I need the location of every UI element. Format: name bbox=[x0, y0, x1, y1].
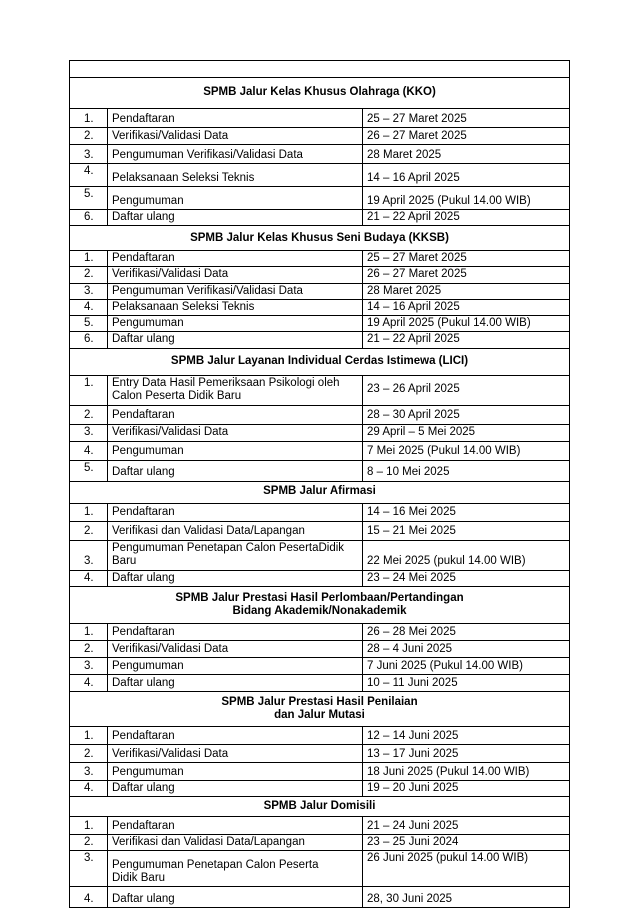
table-row bbox=[70, 674, 570, 691]
activity-text: Daftar ulang bbox=[112, 676, 175, 689]
activity-cell bbox=[108, 887, 363, 908]
section-title-line: SPMB Jalur Kelas Khusus Seni Budaya (KKSB) bbox=[190, 231, 449, 244]
activity-text: Pengumuman bbox=[112, 194, 184, 207]
table-row bbox=[70, 405, 570, 424]
table-row bbox=[70, 375, 570, 405]
activity-cell bbox=[108, 299, 363, 315]
table-row bbox=[70, 540, 570, 570]
section-title-line: SPMB Jalur Layanan Individual Cerdas Istimewa (LICI) bbox=[170, 354, 469, 367]
activity-cell bbox=[108, 623, 363, 640]
table-row bbox=[70, 441, 570, 460]
row-number: 2. bbox=[70, 834, 108, 850]
date-cell: 21 – 24 Juni 2025 bbox=[363, 816, 570, 834]
section-title-line: SPMB Jalur Kelas Khusus Olahraga (KKO) bbox=[203, 86, 436, 99]
activity-cell bbox=[108, 128, 363, 145]
row-number: 1. bbox=[70, 109, 108, 128]
table-row bbox=[70, 780, 570, 796]
activity-cell bbox=[108, 674, 363, 691]
activity-text: Pengumuman Penetapan Calon Peserta bbox=[112, 858, 319, 871]
date-cell: 28, 30 Juni 2025 bbox=[363, 887, 570, 908]
row-number: 4. bbox=[70, 674, 108, 691]
activity-text: Pengumuman bbox=[112, 445, 184, 458]
activity-cell bbox=[108, 109, 363, 128]
table-row bbox=[70, 460, 570, 481]
row-number: 3. bbox=[70, 424, 108, 441]
date-cell: 12 – 14 Juni 2025 bbox=[363, 726, 570, 744]
table-row bbox=[70, 570, 570, 586]
section-title bbox=[70, 586, 570, 623]
activity-cell bbox=[108, 762, 363, 780]
table-top-spacer bbox=[70, 61, 570, 78]
activity-text: Pelaksanaan Seleksi Teknis bbox=[112, 171, 255, 184]
activity-text: Verifikasi/Validasi Data bbox=[112, 268, 229, 281]
table-row bbox=[70, 187, 570, 210]
date-cell: 26 – 27 Maret 2025 bbox=[363, 128, 570, 145]
activity-text: Pengumuman Verifikasi/Validasi Data bbox=[112, 284, 303, 297]
row-number: 1. bbox=[70, 503, 108, 521]
activity-text: Daftar ulang bbox=[112, 571, 175, 584]
activity-text: Pendaftaran bbox=[112, 409, 175, 422]
row-number: 5. bbox=[70, 460, 108, 481]
activity-text: Pengumuman Penetapan Calon PesertaDidik bbox=[112, 542, 345, 555]
activity-text: Pelaksanaan Seleksi Teknis bbox=[112, 300, 255, 313]
date-cell: 21 – 22 April 2025 bbox=[363, 332, 570, 348]
table-row bbox=[70, 834, 570, 850]
activity-cell bbox=[108, 640, 363, 657]
section-title-line: SPMB Jalur Domisili bbox=[263, 799, 376, 812]
section-header-row bbox=[70, 796, 570, 816]
row-number: 6. bbox=[70, 332, 108, 348]
activity-cell bbox=[108, 570, 363, 586]
date-cell: 8 – 10 Mei 2025 bbox=[363, 460, 570, 481]
activity-text: Daftar ulang bbox=[112, 333, 175, 346]
activity-cell bbox=[108, 145, 363, 164]
section-title bbox=[70, 348, 570, 375]
activity-text: Pengumuman bbox=[112, 659, 184, 672]
schedule-table bbox=[69, 60, 570, 908]
row-number: 5. bbox=[70, 316, 108, 332]
table-top-spacer-row bbox=[70, 61, 570, 78]
schedule-table-body bbox=[70, 61, 570, 908]
table-row bbox=[70, 887, 570, 908]
row-number: 2. bbox=[70, 640, 108, 657]
table-row bbox=[70, 316, 570, 332]
date-cell: 14 – 16 April 2025 bbox=[363, 164, 570, 187]
date-cell: 19 April 2025 (Pukul 14.00 WIB) bbox=[363, 187, 570, 210]
section-title bbox=[70, 78, 570, 109]
date-cell: 25 – 27 Maret 2025 bbox=[363, 251, 570, 267]
date-cell: 25 – 27 Maret 2025 bbox=[363, 109, 570, 128]
date-cell: 15 – 21 Mei 2025 bbox=[363, 521, 570, 540]
table-row bbox=[70, 299, 570, 315]
table-row bbox=[70, 851, 570, 887]
activity-text: Entry Data Hasil Pemeriksaan Psikologi oleh bbox=[112, 377, 340, 390]
row-number: 3. bbox=[70, 145, 108, 164]
activity-text: Verifikasi/Validasi Data bbox=[112, 129, 229, 142]
section-title-line: SPMB Jalur Afirmasi bbox=[263, 485, 376, 498]
row-number: 5. bbox=[70, 187, 108, 210]
row-number: 4. bbox=[70, 299, 108, 315]
row-number: 1. bbox=[70, 726, 108, 744]
section-header-row bbox=[70, 348, 570, 375]
row-number: 4. bbox=[70, 164, 108, 187]
activity-text: Calon Peserta Didik Baru bbox=[112, 390, 242, 403]
activity-cell bbox=[108, 540, 363, 570]
row-number: 6. bbox=[70, 210, 108, 226]
activity-text: Daftar ulang bbox=[112, 781, 175, 794]
table-row bbox=[70, 164, 570, 187]
row-number: 4. bbox=[70, 887, 108, 908]
date-cell: 28 – 4 Juni 2025 bbox=[363, 640, 570, 657]
activity-cell bbox=[108, 460, 363, 481]
activity-cell bbox=[108, 210, 363, 226]
activity-text: Verifikasi/Validasi Data bbox=[112, 747, 229, 760]
activity-cell bbox=[108, 267, 363, 283]
activity-text: Pendaftaran bbox=[112, 506, 175, 519]
activity-text: Daftar ulang bbox=[112, 211, 175, 223]
date-cell: 28 Maret 2025 bbox=[363, 145, 570, 164]
row-number: 4. bbox=[70, 570, 108, 586]
section-header-row bbox=[70, 78, 570, 109]
activity-text: Daftar ulang bbox=[112, 466, 175, 479]
date-cell: 10 – 11 Juni 2025 bbox=[363, 674, 570, 691]
date-cell: 28 – 30 April 2025 bbox=[363, 405, 570, 424]
activity-text: Baru bbox=[112, 555, 137, 568]
activity-cell bbox=[108, 187, 363, 210]
date-cell: 26 – 27 Maret 2025 bbox=[363, 267, 570, 283]
date-cell: 14 – 16 April 2025 bbox=[363, 299, 570, 315]
table-row bbox=[70, 640, 570, 657]
row-number: 1. bbox=[70, 375, 108, 405]
table-row bbox=[70, 210, 570, 226]
activity-text: Pengumuman bbox=[112, 317, 184, 330]
row-number: 3. bbox=[70, 540, 108, 570]
row-number: 3. bbox=[70, 657, 108, 674]
date-cell: 18 Juni 2025 (Pukul 14.00 WIB) bbox=[363, 762, 570, 780]
date-cell: 29 April – 5 Mei 2025 bbox=[363, 424, 570, 441]
activity-text: Pendaftaran bbox=[112, 625, 175, 638]
activity-text: Pendaftaran bbox=[112, 252, 175, 265]
table-row bbox=[70, 657, 570, 674]
table-row bbox=[70, 109, 570, 128]
table-row bbox=[70, 283, 570, 299]
activity-cell bbox=[108, 503, 363, 521]
activity-text: Verifikasi dan Validasi Data/Lapangan bbox=[112, 525, 305, 538]
table-row bbox=[70, 267, 570, 283]
activity-text: Pengumuman bbox=[112, 765, 184, 778]
section-title-line: Bidang Akademik/Nonakademik bbox=[232, 604, 407, 617]
activity-text: Verifikasi/Validasi Data bbox=[112, 426, 229, 439]
activity-cell bbox=[108, 251, 363, 267]
section-header-row bbox=[70, 691, 570, 726]
section-title bbox=[70, 796, 570, 816]
activity-cell bbox=[108, 521, 363, 540]
table-row bbox=[70, 726, 570, 744]
table-row bbox=[70, 762, 570, 780]
activity-cell bbox=[108, 316, 363, 332]
section-title-line: SPMB Jalur Prestasi Hasil Penilaian bbox=[221, 695, 418, 708]
activity-cell bbox=[108, 816, 363, 834]
date-cell: 14 – 16 Mei 2025 bbox=[363, 503, 570, 521]
date-cell: 23 – 24 Mei 2025 bbox=[363, 570, 570, 586]
activity-text: Verifikasi dan Validasi Data/Lapangan bbox=[112, 835, 305, 848]
activity-text: Pendaftaran bbox=[112, 729, 175, 742]
table-row bbox=[70, 744, 570, 762]
activity-text: Pendaftaran bbox=[112, 819, 175, 832]
activity-cell bbox=[108, 851, 363, 887]
activity-cell bbox=[108, 780, 363, 796]
table-row bbox=[70, 332, 570, 348]
section-title bbox=[70, 226, 570, 251]
activity-cell bbox=[108, 726, 363, 744]
table-row bbox=[70, 128, 570, 145]
activity-cell bbox=[108, 441, 363, 460]
table-row bbox=[70, 145, 570, 164]
date-cell: 21 – 22 April 2025 bbox=[363, 210, 570, 226]
activity-cell bbox=[108, 424, 363, 441]
activity-cell bbox=[108, 375, 363, 405]
activity-text: Verifikasi/Validasi Data bbox=[112, 642, 229, 655]
date-cell: 22 Mei 2025 (pukul 14.00 WIB) bbox=[363, 540, 570, 570]
date-cell: 13 – 17 Juni 2025 bbox=[363, 744, 570, 762]
row-number: 2. bbox=[70, 128, 108, 145]
date-cell: 26 – 28 Mei 2025 bbox=[363, 623, 570, 640]
row-number: 2. bbox=[70, 744, 108, 762]
section-header-row bbox=[70, 481, 570, 503]
date-cell: 19 April 2025 (Pukul 14.00 WIB) bbox=[363, 316, 570, 332]
row-number: 3. bbox=[70, 851, 108, 887]
section-title-line: dan Jalur Mutasi bbox=[274, 708, 365, 721]
date-cell: 7 Mei 2025 (Pukul 14.00 WIB) bbox=[363, 441, 570, 460]
activity-text: Daftar ulang bbox=[112, 892, 175, 905]
date-cell: 19 – 20 Juni 2025 bbox=[363, 780, 570, 796]
activity-cell bbox=[108, 405, 363, 424]
activity-text: Pengumuman Verifikasi/Validasi Data bbox=[112, 148, 303, 161]
date-cell: 23 – 26 April 2025 bbox=[363, 375, 570, 405]
date-cell: 28 Maret 2025 bbox=[363, 283, 570, 299]
activity-text: Didik Baru bbox=[112, 871, 166, 884]
row-number: 1. bbox=[70, 251, 108, 267]
table-row bbox=[70, 503, 570, 521]
table-row bbox=[70, 623, 570, 640]
row-number: 1. bbox=[70, 816, 108, 834]
row-number: 3. bbox=[70, 283, 108, 299]
section-title-line: SPMB Jalur Prestasi Hasil Perlombaan/Pertandingan bbox=[175, 591, 464, 604]
section-header-row bbox=[70, 586, 570, 623]
date-cell: 23 – 25 Juni 2024 bbox=[363, 834, 570, 850]
row-number: 2. bbox=[70, 405, 108, 424]
activity-cell bbox=[108, 332, 363, 348]
section-header-row bbox=[70, 226, 570, 251]
row-number: 2. bbox=[70, 267, 108, 283]
activity-cell bbox=[108, 834, 363, 850]
row-number: 3. bbox=[70, 762, 108, 780]
activity-text: Pendaftaran bbox=[112, 112, 175, 125]
date-cell: 7 Juni 2025 (Pukul 14.00 WIB) bbox=[363, 657, 570, 674]
activity-cell bbox=[108, 283, 363, 299]
row-number: 4. bbox=[70, 780, 108, 796]
activity-cell bbox=[108, 164, 363, 187]
activity-cell bbox=[108, 744, 363, 762]
section-title bbox=[70, 691, 570, 726]
table-row bbox=[70, 816, 570, 834]
table-row bbox=[70, 521, 570, 540]
row-number: 1. bbox=[70, 623, 108, 640]
row-number: 4. bbox=[70, 441, 108, 460]
table-row bbox=[70, 424, 570, 441]
section-title bbox=[70, 481, 570, 503]
row-number: 2. bbox=[70, 521, 108, 540]
activity-cell bbox=[108, 657, 363, 674]
table-row bbox=[70, 251, 570, 267]
date-cell: 26 Juni 2025 (pukul 14.00 WIB) bbox=[363, 851, 570, 887]
